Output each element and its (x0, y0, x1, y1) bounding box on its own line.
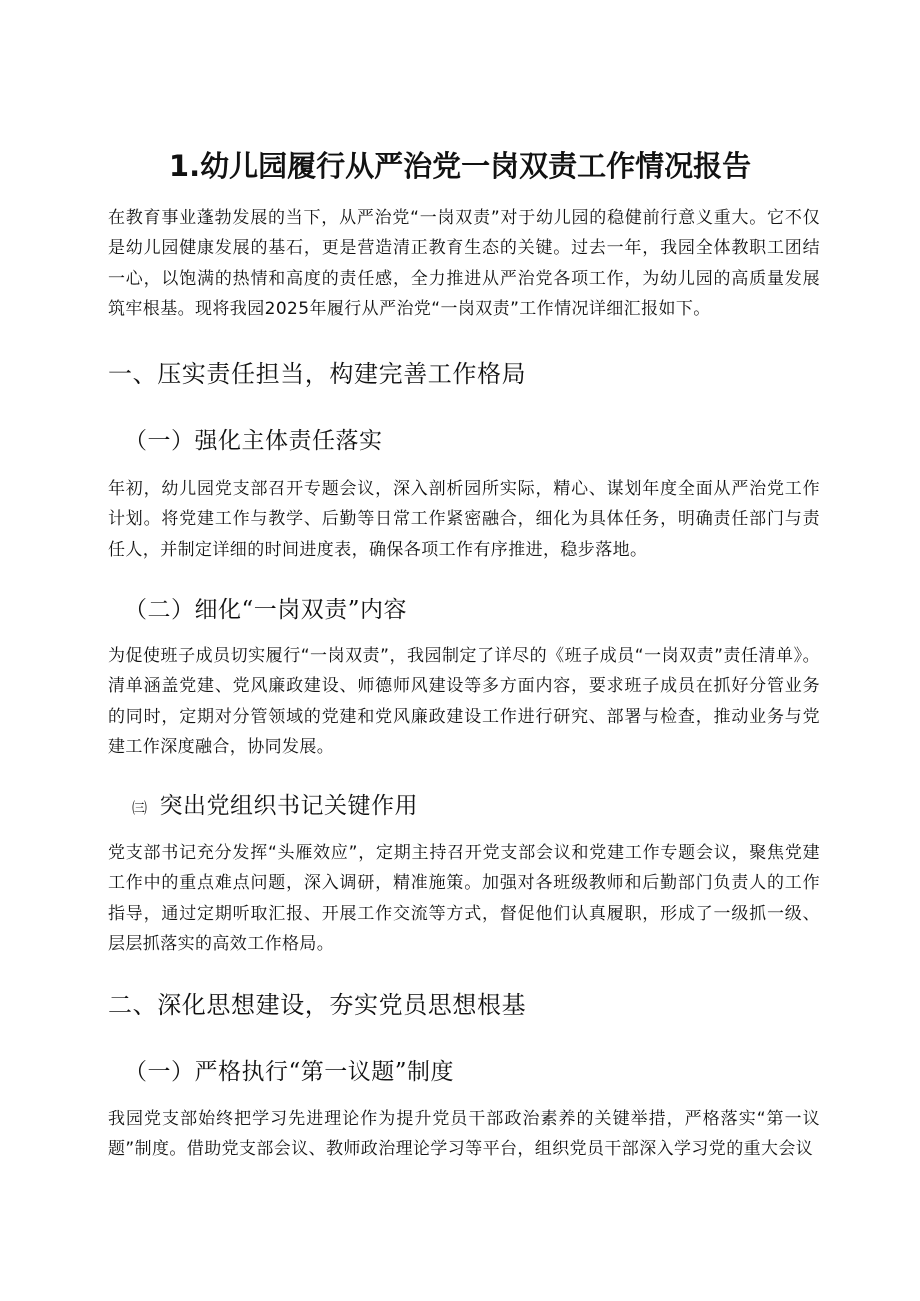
section-2-sub-1-heading: （一）严格执行“第一议题”制度 (124, 1059, 455, 1085)
intro-paragraph: 在教育事业蓬勃发展的当下，从严治党“一岗双责”对于幼儿园的稳健前行意义重大。它不仅是幼儿园健康发展的基石，更是营造清正教育生态的关键。过去一年，我园全体教职工团结一心，以饱满的热情和高度的责任感，全力推进从严治党各项工作，为幼儿园的高质量发展筑牢根基。现将我园2025年履行从严治党“一岗双责”工作情况详细汇报如下。 (108, 208, 820, 319)
section-1-sub-3-body: 党支部书记充分发挥“头雁效应”，定期主持召开党支部会议和党建工作专题会议，聚焦党建工作中的重点难点问题，深入调研，精准施策。加强对各班级教师和后勤部门负责人的工作指导，通过定期听取汇报、开展工作交流等方式，督促他们认真履职，形成了一级抓一级、层层抓落实的高效工作格局。 (108, 843, 820, 954)
section-1-sub-3-heading (124, 790, 418, 824)
section-1-sub-1-body: 年初，幼儿园党支部召开专题会议，深入剖析园所实际，精心、谋划年度全面从严治党工作计划。将党建工作与教学、后勤等日常工作紧密融合，细化为具体任务，明确责任部门与责任人，并制定详细的时间进度表，确保各项工作有序推进，稳步落地。 (108, 479, 820, 560)
document-title: 1.幼儿园履行从严治党一岗双责工作情况报告 (168, 149, 752, 183)
section-2-sub-1-body: 我园党支部始终把学习先进理论作为提升党员干部政治素养的关键举措，严格落实“第一议题”制度。借助党支部会议、教师政治理论学习等平台，组织党员干部深入学习党的重大会议 (108, 1109, 820, 1160)
section-1-sub-3-number: ㈢ (132, 799, 148, 817)
section-1-sub-1-heading: （一）强化主体责任落实 (124, 428, 383, 454)
section-1-heading: 一、压实责任担当，构建完善工作格局 (108, 360, 527, 388)
section-2-heading: 二、深化思想建设，夯实党员思想根基 (108, 991, 527, 1019)
section-1-sub-2-body: 为促使班子成员切实履行“一岗双责”，我园制定了详尽的《班子成员“一岗双责”责任清单》。清单涵盖党建、党风廉政建设、师德师风建设等多方面内容，要求班子成员在抓好分管业务的同时，定期对分管领域的党建和党风廉政建设工作进行研究、部署与检查，推动业务与党建工作深度融合，协同发展。 (108, 646, 820, 757)
section-1-sub-2-heading: （二）细化“一岗双责”内容 (124, 597, 408, 623)
section-1-sub-3-title: 突出党组织书记关键作用 (159, 793, 419, 819)
